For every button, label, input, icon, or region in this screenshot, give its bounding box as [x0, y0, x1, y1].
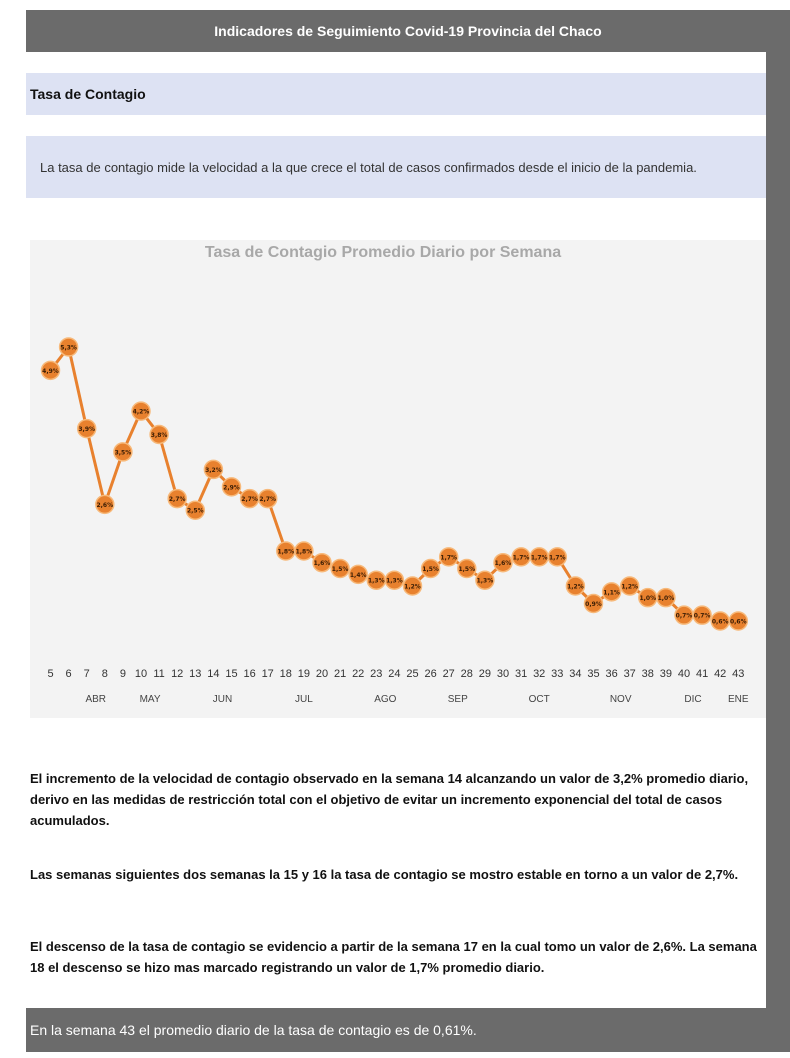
- x-tick-label: 21: [333, 668, 347, 680]
- data-label: 1,6%: [494, 560, 512, 568]
- chart-title: Tasa de Contagio Promedio Diario por Semana: [204, 244, 562, 261]
- data-label: 1,7%: [440, 554, 458, 562]
- x-tick-label: 39: [659, 668, 673, 680]
- x-tick-label: 20: [315, 668, 329, 680]
- data-label: 1,3%: [367, 577, 385, 585]
- data-label: 4,2%: [132, 408, 150, 416]
- month-label: AGO: [374, 694, 397, 705]
- section-description: La tasa de contagio mide la velocidad a la que crece el total de casos confirmados desde el inicio de la pandemia.: [40, 159, 697, 175]
- data-label: 2,7%: [168, 496, 186, 504]
- data-label: 1,8%: [277, 548, 295, 556]
- x-tick-label: 22: [352, 668, 365, 680]
- x-tick-label: 24: [388, 668, 401, 680]
- x-tick-label: 36: [605, 668, 618, 680]
- x-tick-label: 34: [569, 668, 582, 680]
- x-tick-label: 32: [533, 668, 546, 680]
- data-label: 0,6%: [711, 618, 729, 626]
- month-label: ABR: [85, 694, 107, 705]
- data-label: 0,7%: [675, 612, 693, 620]
- data-label: 5,3%: [60, 344, 77, 352]
- data-label: 3,5%: [114, 449, 132, 457]
- x-tick-label: 9: [119, 668, 126, 680]
- data-label: 1,3%: [476, 577, 494, 585]
- data-label: 1,7%: [512, 554, 530, 562]
- data-label: 1,6%: [313, 560, 331, 568]
- x-tick-label: 41: [695, 668, 709, 680]
- data-label: 1,0%: [639, 595, 657, 603]
- data-label: 0,9%: [585, 601, 602, 609]
- x-tick-label: 31: [514, 668, 528, 680]
- data-label: 1,2%: [404, 583, 421, 591]
- data-label: 0,6%: [729, 618, 747, 626]
- data-label: 1,2%: [621, 583, 639, 591]
- data-label: 1,0%: [657, 595, 675, 603]
- x-tick-label: 10: [134, 668, 148, 680]
- section-title: Tasa de Contagio: [30, 86, 146, 102]
- x-tick-label: 11: [153, 668, 165, 680]
- data-label: 1,1%: [603, 589, 620, 597]
- month-label: NOV: [609, 694, 632, 705]
- data-label: 2,5%: [186, 507, 204, 515]
- x-tick-label: 30: [496, 668, 510, 680]
- data-label: 2,9%: [223, 484, 240, 492]
- data-label: 1,3%: [386, 577, 403, 585]
- data-label: 3,2%: [205, 466, 222, 474]
- x-tick-label: 25: [406, 668, 419, 680]
- data-label: 0,7%: [693, 612, 711, 620]
- x-tick-label: 12: [171, 668, 184, 680]
- paragraph-2: Las semanas siguientes dos semanas la 15 y 16 la tasa de contagio se mostro estable en torno a un valor de 2,7%.: [30, 867, 739, 882]
- x-tick-label: 29: [478, 668, 492, 680]
- x-tick-label: 15: [225, 668, 238, 680]
- data-label: 2,7%: [241, 496, 258, 504]
- x-tick-label: 40: [677, 668, 691, 680]
- month-label: OCT: [528, 694, 550, 705]
- month-label: DIC: [684, 694, 702, 705]
- x-tick-label: 8: [101, 668, 108, 680]
- x-tick-label: 18: [279, 668, 292, 680]
- x-tick-label: 6: [65, 668, 72, 680]
- x-tick-label: 33: [551, 668, 564, 680]
- paragraph-1: El incremento de la velocidad de contagio observado en la semana 14 alcanzando un valor de 3,2% promedio diario, derivo en las medidas de restricción total con el objetivo de evitar un incremento exponencial del total de casos acumulados.: [30, 771, 749, 828]
- data-label: 1,7%: [548, 554, 566, 562]
- x-tick-label: 13: [189, 668, 202, 680]
- data-label: 1,7%: [530, 554, 548, 562]
- x-tick-label: 16: [243, 668, 256, 680]
- data-label: 3,9%: [78, 426, 96, 434]
- data-label: 4,9%: [42, 367, 59, 375]
- month-label: SEP: [447, 694, 468, 705]
- month-label: ENE: [728, 694, 749, 705]
- x-tick-label: 7: [83, 668, 90, 680]
- x-tick-label: 23: [370, 668, 383, 680]
- data-label: 1,2%: [567, 583, 584, 591]
- x-tick-label: 38: [641, 668, 654, 680]
- paragraph-3: El descenso de la tasa de contagio se evidencio a partir de la semana 17 en la cual tomo un valor de 2,6%. La semana 18 el descenso se hizo mas marcado registrando un valor de 1,7% promedio diario.: [30, 939, 757, 975]
- data-label: 1,4%: [349, 571, 367, 579]
- x-tick-label: 17: [261, 668, 274, 680]
- month-label: JUL: [295, 694, 313, 705]
- header-title: Indicadores de Seguimiento Covid-19 Provincia del Chaco: [214, 23, 602, 39]
- data-label: 1,8%: [295, 548, 313, 556]
- x-tick-label: 26: [424, 668, 437, 680]
- x-tick-label: 5: [47, 668, 54, 680]
- data-label: 1,5%: [458, 566, 476, 574]
- x-tick-label: 37: [623, 668, 636, 680]
- footer-text: En la semana 43 el promedio diario de la tasa de contagio es de 0,61%.: [30, 1022, 477, 1038]
- data-label: 1,5%: [422, 566, 439, 574]
- data-label: 3,8%: [150, 431, 168, 439]
- footer-band: [26, 1008, 790, 1052]
- x-tick-label: 42: [714, 668, 727, 680]
- data-label: 1,5%: [331, 566, 349, 574]
- month-label: MAY: [139, 694, 161, 705]
- x-tick-label: 35: [587, 668, 600, 680]
- x-tick-label: 27: [442, 668, 455, 680]
- x-tick-label: 14: [207, 668, 220, 680]
- data-label: 2,7%: [259, 496, 277, 504]
- data-label: 2,6%: [96, 501, 114, 509]
- month-label: JUN: [212, 694, 233, 705]
- x-tick-label: 19: [297, 668, 311, 680]
- x-tick-label: 28: [460, 668, 473, 680]
- x-tick-label: 43: [732, 668, 745, 680]
